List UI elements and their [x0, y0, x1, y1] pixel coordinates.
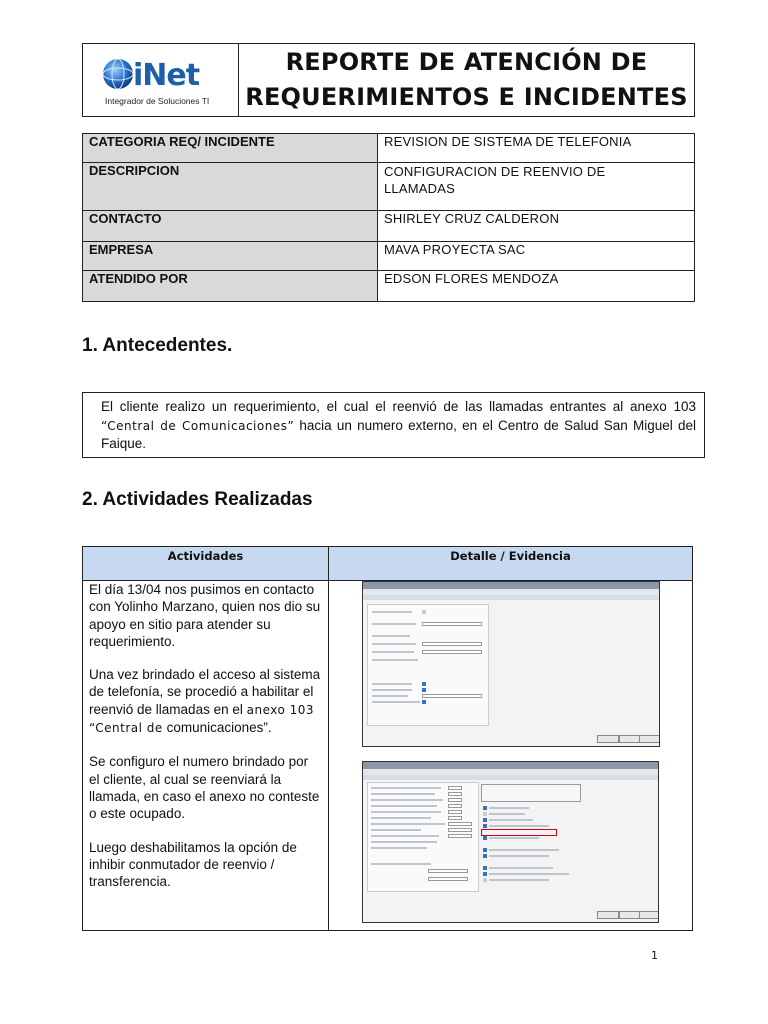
info-label: CONTACTO	[83, 211, 378, 242]
info-value: EDSON FLORES MENDOZA	[378, 271, 695, 302]
options-panel	[481, 782, 599, 890]
title-line-1: REPORTE DE ATENCIÓN DE	[285, 48, 648, 76]
info-row	[83, 134, 695, 163]
page-number: 1	[651, 949, 658, 962]
column-divider	[328, 547, 329, 930]
cancel-button	[619, 735, 641, 743]
globe-icon	[101, 57, 135, 91]
title-line-2: REQUERIMIENTOS E INCIDENTES	[245, 83, 688, 111]
info-label: EMPRESA	[83, 242, 378, 271]
section-2-heading: 2. Actividades Realizadas	[82, 489, 313, 510]
activity-paragraph-3: Se configuro el numero brindado por el cliente, al cual se reenviará la llamada, en caso el anexo no conteste o este ocupado.	[89, 754, 320, 822]
info-value: CONFIGURACION DE REENVIO DE LLAMADAS	[378, 163, 695, 211]
window-tabs	[363, 595, 659, 600]
info-table	[82, 133, 695, 302]
window-titlebar	[363, 762, 658, 769]
activities-table	[82, 546, 693, 931]
report-title	[239, 44, 694, 116]
info-value: SHIRLEY CRUZ CALDERON	[378, 211, 695, 242]
antecedentes-text-a: El cliente realizo un requerimiento, el cual el reenvió de las llamadas entrantes al anexo 103	[101, 399, 696, 414]
info-row	[83, 271, 695, 302]
activity-paragraph-2	[89, 666, 321, 737]
info-row	[83, 163, 695, 211]
timers-panel	[367, 782, 479, 892]
info-label: CATEGORIA REQ/ INCIDENTE	[83, 134, 378, 163]
antecedentes-box	[82, 392, 705, 458]
window-tabs	[363, 775, 658, 780]
antecedentes-quote: “Central de Comunicaciones”	[101, 418, 295, 433]
settings-panel	[367, 604, 489, 726]
window-titlebar	[363, 582, 659, 589]
help-button	[639, 735, 660, 743]
activity-paragraph-2a: Una vez brindado el acceso al sistema de telefonía, se procedió a habilitar el reenvió de llamadas en el	[89, 667, 321, 717]
info-row	[83, 242, 695, 271]
highlighted-option	[481, 829, 557, 836]
info-value: REVISION DE SISTEMA DE TELEFONIA	[378, 134, 695, 163]
section-1-heading: 1. Antecedentes.	[82, 335, 233, 356]
report-header	[82, 43, 695, 117]
evidence-screenshot-1	[362, 581, 660, 747]
activity-paragraph-1: El día 13/04 nos pusimos en contacto con Yolinho Marzano, quien nos dio su apoyo en sitio para atender su requerimiento.	[89, 582, 321, 649]
evidence-screenshot-2	[362, 761, 659, 923]
activity-paragraph-2-mono: anexo 103 “Central de	[89, 702, 315, 736]
info-label: DESCRIPCION	[83, 163, 378, 211]
accept-button	[597, 735, 619, 743]
logo-wordmark: iNet	[133, 58, 200, 93]
help-button	[639, 911, 659, 919]
activity-paragraph-2b: comunicaciones”.	[166, 720, 272, 736]
info-value: MAVA PROYECTA SAC	[378, 242, 695, 271]
activity-paragraph-4: Luego deshabilitamos la opción de inhibir conmutador de reenvio / transferencia.	[89, 839, 297, 890]
cancel-button	[619, 911, 641, 919]
antecedentes-text-b: hacia un numero externo, en el Centro de Salud San Miguel del Faique.	[101, 417, 696, 451]
company-logo	[83, 44, 239, 116]
activities-text	[89, 581, 321, 906]
col-header-actividades: Actividades	[83, 547, 328, 580]
info-label: ATENDIDO POR	[83, 271, 378, 302]
col-header-detalle: Detalle / Evidencia	[329, 547, 692, 580]
info-row	[83, 211, 695, 242]
accept-button	[597, 911, 619, 919]
logo-subtitle: Integrador de Soluciones TI	[105, 96, 210, 106]
